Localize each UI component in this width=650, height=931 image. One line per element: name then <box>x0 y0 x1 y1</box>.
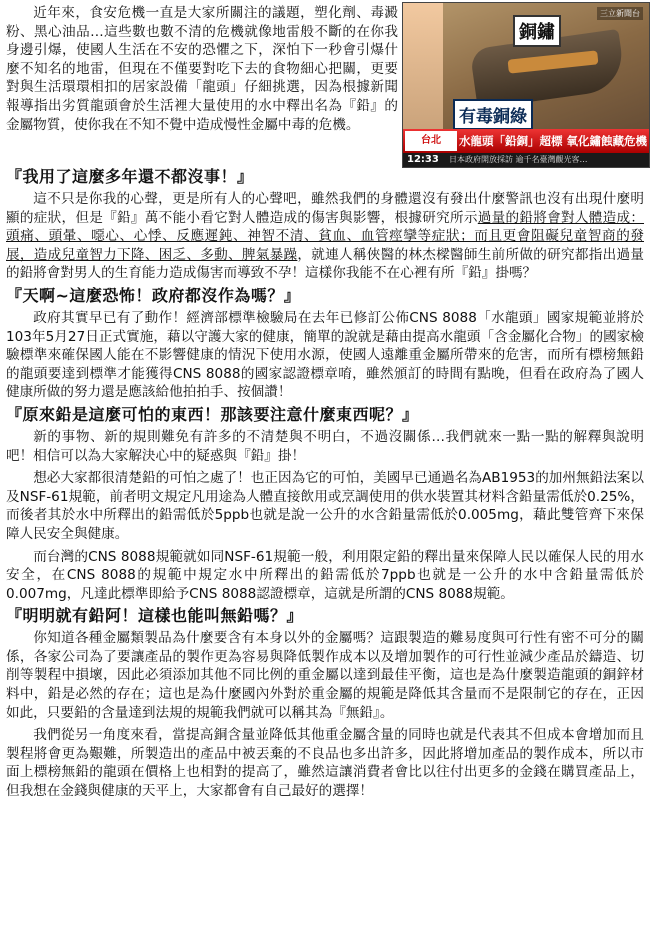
news-crawl-text: 日本政府開放採訪 逾千名臺灣觀光客… <box>449 155 588 164</box>
section-heading: 『明明就有鉛阿！這樣也能叫無鉛嗎？』 <box>6 606 304 626</box>
paragraph-text: 這不只是你我的心聲，更是所有人的心聲吧，雖然我們的身體還沒有發出什麼警訊也沒有出現什麼明顯的症狀，但是『鉛』萬不能小看它對人體造成的傷害與影響，根據研究所示 <box>6 191 644 226</box>
underlined-text: 過量的鉛將會對人體造成：頭痛、頭暈、噁心、心悸、反應遲鈍、神智不清、貧血、血管痙攣等症狀；而且更會阻礙兒童智商的發展，造成兒童智力下降、困乏、多動、脾氣暴躁 <box>6 209 645 263</box>
channel-logo: 三立新聞台 <box>597 7 643 20</box>
section-paragraph: 你知道各種金屬類製品為什麼要含有本身以外的金屬嗎？這跟製造的難易度與可行性有密不可分的關係，各家公司為了要讓產品的製作更為容易與降低製作成本以及增加製作的可行性並減少產品於鑄造、切削等製程中損壞，因此必須添加其他不同比例的重金屬以達到最佳平衡，這也是為什麼製造龍頭的銅鋅材料中，鉛是必然的存在；這也是為什麼國內外對於重金屬的規範是降低其含量而不是限制它的存在，正因如此，只要鉛的含量達到法規的規範我們就可以稱其為『無鉛』。 <box>6 630 644 721</box>
intro-block <box>6 4 648 165</box>
section-paragraph: 政府其實早已有了動作！經濟部標準檢驗局在去年已修訂公佈CNS 8088「水龍頭」國家規範並將於103年5月27日正式實施，藉以守護大家的健康，簡單的說就是藉由提高水龍頭「含金屬化合物」的國家檢驗標準來確保國人能在不影響健康的情況下使用水源，使國人遠離重金屬所帶來的危害，而所有標榜無鉛的龍頭要達到標準才能獲得CNS 8088的國家認證標章唷，雖然頒訂的時間有點晚，但看在政府為了國人健康所做的努力還是應該給他拍拍手、按個讚！ <box>6 309 644 401</box>
article <box>6 4 648 801</box>
paragraph-text: ，就連人稱俠醫的林杰樑醫師生前所做的研究都指出過量的鉛將會對男人的生育能力造成傷害而導致不孕！這樣你我能不在心裡有所『鉛』掛嗎？ <box>6 246 644 282</box>
section-heading: 『天啊~這麼恐怖！政府都沒作為嗎？』 <box>6 285 301 305</box>
news-time: 12:33 <box>407 154 439 165</box>
news-location: 台北 <box>405 131 457 151</box>
intro-paragraph: 近年來，食安危機一直是大家所關注的議題，塑化劑、毒澱粉、黑心油品…這些數也數不清的危機就像地雷般不斷的在你我身邊引爆，使國人生活在不安的恐懼之下，深怕下一秒會引爆什麼不知名的地雷，但現在不僅要對吃下去的食物細心把關，更要對與生活環環相扣的居家設備「龍頭」仔細挑選，因為根據新聞報導指出劣質龍頭會於生活裡大量使用的水中釋出名為『鉛』的金屬物質，使你我在不知不覺中造成慢性金屬中毒的危機。 <box>6 5 398 133</box>
section-heading: 『原來鉛是這麼可怕的東西！那該要注意什麼東西呢？』 <box>6 404 419 424</box>
section-paragraph <box>6 190 644 283</box>
copper-rust-label: 銅鏽 <box>513 15 561 47</box>
section-heading: 『我用了這麼多年還不都沒事！』 <box>6 167 254 186</box>
toxic-verdigris-label: 有毒銅綠 <box>453 99 533 130</box>
section-paragraph: 想必大家都很清楚鉛的可怕之處了！也正因為它的可怕，美國早已通過名為AB1953的加州無鉛法案以及NSF-61規範，前者明文規定凡用途為人體直接飲用或烹調使用的供水裝置其材料含鉛量需低於0.25%，而後者其於水中所釋出的鉛需低於5ppb也就是說一公升的水含鉛量需低於0.005mg，藉此雙管齊下來保障人民安全與健康。 <box>6 470 644 542</box>
news-ticker-headline: 水龍頭「鉛銅」超標 氧化鏽蝕藏危機 <box>459 134 648 148</box>
news-image-background <box>403 3 443 133</box>
section-paragraph: 而台灣的CNS 8088規範就如同NSF-61規範一般，利用限定鉛的釋出量來保障人民以確保人民的用水安全，在CNS 8088的規範中規定水中所釋出的鉛需低於7ppb也就是一公升的水中含鉛量需低於0.007mg，凡達此標準即給予CNS 8088認證標章，這就是所謂的CNS 8088規範。 <box>6 548 644 602</box>
section-paragraph: 我們從另一角度來看，當提高銅含量並降低其他重金屬含量的同時也就是代表其不但成本會增加而且製程將會更為艱難，所製造出的產品中被丟棄的不良品也多出許多，因此將增加產品的製作成本，所以市面上標榜無鉛的龍頭在價格上也相對的提高了，雖然這讓消費者會比以往付出更多的金錢在購買產品上，但我想在金錢與健康的天平上，大家都會有自己最好的選擇！ <box>6 727 644 800</box>
news-screenshot-image <box>402 2 650 168</box>
section-paragraph: 新的事物、新的規則難免有許多的不清楚與不明白，不過沒關係…我們就來一點一點的解釋與說明吧！相信可以為大家解決心中的疑惑與『鉛』掛！ <box>6 428 644 464</box>
